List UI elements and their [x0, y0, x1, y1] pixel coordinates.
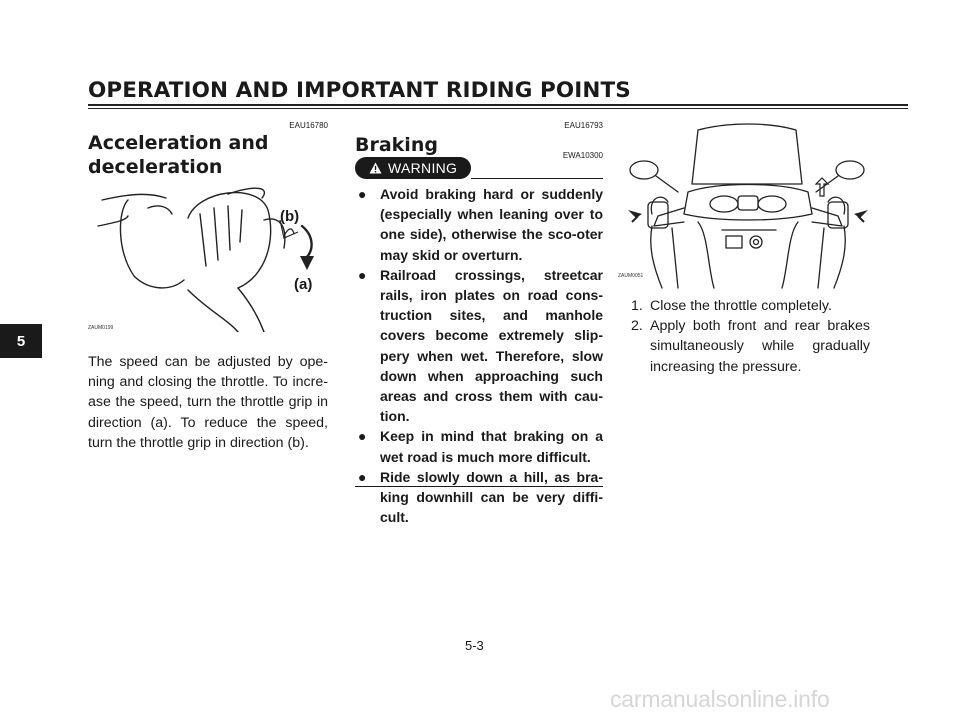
bullet-icon: ● — [358, 266, 367, 283]
acceleration-title-line2: deceleration — [88, 156, 223, 178]
warning-rule-top — [471, 178, 603, 179]
figure-label-a: (a) — [294, 276, 313, 293]
bullet-icon: ● — [358, 468, 367, 485]
bullet-icon: ● — [358, 186, 367, 202]
watermark: carmanualsonline.info — [610, 686, 830, 712]
step-text: Close the throttle completely. — [650, 298, 832, 314]
header-rule-thin — [88, 108, 908, 109]
list-item: ● Railroad crossings, streetcar rails, iron plates on road cons-truction sites, and manhole covers become extremely slip-pery when wet. Therefore, slow down when approaching such areas and cross them with cau-tion. — [358, 266, 603, 425]
acceleration-title-line1: Acceleration and — [88, 132, 269, 154]
bullet-icon: ● — [358, 428, 367, 445]
warning-bullet-list — [355, 184, 603, 527]
warning-triangle-icon — [369, 162, 382, 174]
header-rule — [88, 104, 908, 106]
warning-rule-bottom — [355, 486, 603, 487]
acceleration-body: The speed can be adjusted by ope-ning and closing the throttle. To incre-ase the speed, turn the throttle grip in direction (a). To reduce the speed, turn the throttle grip in direction (b). — [88, 354, 328, 451]
list-item: ● Keep in mind that braking on a wet road is much more difficult. — [358, 428, 603, 465]
step-number: 1. — [631, 298, 643, 314]
acceleration-figure-code: ZAUM0199 — [88, 325, 114, 331]
scooter-handlebar-illustration — [618, 118, 880, 290]
braking-figure-code: ZAUM0051 — [618, 273, 644, 279]
step-text: Apply both front and rear brakes simultaneously while gradually increasing the pressure. — [650, 318, 870, 375]
step-number: 2. — [631, 318, 643, 335]
warning-code: EWA10300 — [562, 151, 603, 160]
warning-label: WARNING — [388, 160, 458, 176]
list-item — [631, 316, 870, 377]
warning-badge — [355, 157, 471, 179]
acceleration-title — [88, 131, 268, 179]
throttle-grip-illustration — [88, 180, 328, 332]
page-number: 5-3 — [465, 638, 484, 653]
list-item: ● Avoid braking hard or suddenly (especially when leaning over to one side), otherwise the sco-oter may skid or overturn. — [358, 186, 603, 263]
list-item: ● Ride slowly down a hill, as bra-king downhill can be very diffi-cult. — [358, 468, 603, 526]
acceleration-code: EAU16780 — [289, 121, 328, 130]
braking-code: EAU16793 — [564, 121, 603, 130]
page-header-title: OPERATION AND IMPORTANT RIDING POINTS — [88, 78, 631, 103]
figure-label-b: (b) — [280, 208, 300, 225]
braking-steps-list — [631, 296, 870, 377]
section-tab: 5 — [0, 324, 42, 358]
list-item — [631, 296, 870, 316]
braking-title: Braking — [355, 134, 438, 156]
